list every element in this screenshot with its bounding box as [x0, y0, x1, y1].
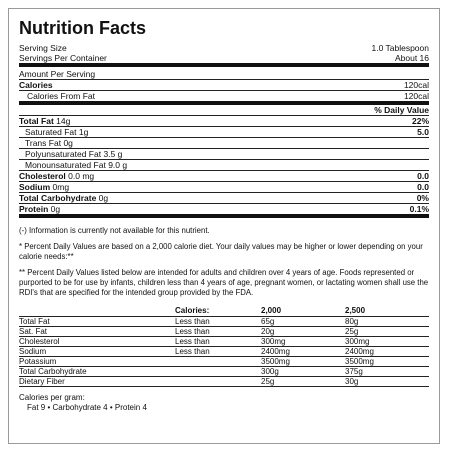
nutrient-daily-value: 0.1% — [409, 204, 429, 214]
footnote-unavailable: (-) Information is currently not available for this nutrient. — [19, 226, 210, 235]
table-cell: 300mg — [261, 337, 345, 347]
table-cell: 25g — [345, 327, 429, 337]
table-cell: Less than — [175, 327, 261, 337]
table-cell: 2400mg — [261, 347, 345, 357]
nutrient-row — [19, 127, 429, 138]
nutrient-amount: 3.5 g — [103, 149, 123, 159]
table-cell: Sat. Fat — [19, 327, 175, 337]
nutrient-name: Total Fat — [19, 116, 54, 126]
nutrient-name: Trans Fat — [25, 138, 62, 148]
table-cell: Potassium — [19, 357, 175, 367]
calories-per-gram-label: Calories per gram: — [19, 393, 85, 402]
nutrient-label — [19, 171, 94, 181]
nutrient-name: Sodium — [19, 182, 51, 192]
nutrient-daily-value: 0.0 — [417, 171, 429, 181]
daily-value-header-row — [19, 105, 429, 116]
calories-from-fat-label: Calories From Fat — [27, 91, 96, 101]
amount-per-serving-label: Amount Per Serving — [19, 69, 96, 79]
table-cell — [175, 377, 261, 387]
table-cell: Less than — [175, 317, 261, 327]
nutrient-daily-value: 0% — [416, 193, 429, 203]
table-header-cell — [19, 304, 175, 317]
table-cell: Total Fat — [19, 317, 175, 327]
nutrient-daily-value: 0.0 — [417, 182, 429, 192]
nutrient-name: Total Carbohydrate — [19, 193, 97, 203]
nutrient-amount: 0g — [98, 193, 109, 203]
nutrient-label — [19, 193, 108, 203]
nutrient-label — [19, 160, 127, 170]
footnote-daily-values: * Percent Daily Values are based on a 2,000 calorie diet. Your daily values may be higher or lower depending on your calorie needs:** — [19, 242, 423, 261]
table-cell: 300g — [261, 367, 345, 377]
table-cell: 2400mg — [345, 347, 429, 357]
nutrient-row — [19, 160, 429, 171]
table-row — [19, 337, 429, 347]
nutrient-row — [19, 171, 429, 182]
table-row — [19, 327, 429, 337]
table-row — [19, 377, 429, 387]
table-cell: 300mg — [345, 337, 429, 347]
table-cell: 80g — [345, 317, 429, 327]
nutrient-label — [19, 127, 88, 137]
nutrient-name: Cholesterol — [19, 171, 66, 181]
nutrient-daily-value: 5.0 — [417, 127, 429, 137]
table-cell — [175, 367, 261, 377]
table-row — [19, 357, 429, 367]
calories-from-fat-value: 120cal — [403, 91, 429, 101]
nutrient-name: Protein — [19, 204, 49, 214]
nutrient-label — [19, 116, 70, 126]
nutrient-name: Polyunsaturated Fat — [25, 149, 102, 159]
calories-label: Calories — [19, 80, 53, 90]
servings-per-container-label: Servings Per Container — [19, 53, 107, 63]
table-header-row — [19, 304, 429, 317]
amount-per-serving-row — [19, 69, 429, 80]
table-header-cell: Calories: — [175, 304, 261, 317]
table-cell: 375g — [345, 367, 429, 377]
nutrient-amount: 0mg — [52, 182, 70, 192]
table-cell: Cholesterol — [19, 337, 175, 347]
nutrient-amount: 0g — [63, 138, 73, 148]
nutrient-daily-value: 22% — [411, 116, 429, 126]
table-cell: Dietary Fiber — [19, 377, 175, 387]
nutrient-row — [19, 204, 429, 218]
nutrient-label — [19, 149, 122, 159]
nutrient-amount: 0g — [50, 204, 61, 214]
servings-per-container-value: About 16 — [394, 53, 429, 63]
nutrient-amount: 14g — [56, 116, 71, 126]
nutrient-label — [19, 204, 60, 214]
servings-per-container-row — [19, 53, 429, 67]
table-cell: 3500mg — [261, 357, 345, 367]
table-header-cell: 2,000 — [261, 304, 345, 317]
serving-size-label: Serving Size — [19, 43, 67, 53]
nutrient-amount: 9.0 g — [108, 160, 128, 170]
nutrition-facts-panel — [8, 8, 440, 444]
table-cell: 25g — [261, 377, 345, 387]
nutrients-list — [19, 116, 429, 218]
nutrient-amount: 1g — [78, 127, 89, 137]
table-row — [19, 347, 429, 357]
calories-per-gram-values: Fat 9 • Carbohydrate 4 • Protein 4 — [27, 403, 147, 412]
table-cell: 30g — [345, 377, 429, 387]
nutrient-label — [19, 182, 69, 192]
calories-value: 120cal — [403, 80, 429, 90]
table-cell — [175, 357, 261, 367]
table-cell: 20g — [261, 327, 345, 337]
table-cell: Less than — [175, 337, 261, 347]
footnotes — [19, 226, 429, 298]
table-row — [19, 367, 429, 377]
calories-from-fat-row — [19, 91, 429, 105]
nutrient-row — [19, 193, 429, 204]
serving-size-value: 1.0 Tablespoon — [371, 43, 429, 53]
table-cell: 65g — [261, 317, 345, 327]
nutrient-amount: 0.0 mg — [68, 171, 95, 181]
table-cell: 3500mg — [345, 357, 429, 367]
calories-per-gram — [19, 393, 429, 413]
nutrient-row — [19, 182, 429, 193]
daily-value-header: % Daily Value — [374, 105, 429, 115]
nutrient-name: Monounsaturated Fat — [25, 160, 106, 170]
footnote-adults: ** Percent Daily Values listed below are intended for adults and children over 4 years of age. Foods represented or purported to be for use by infants, children less than 4 years of age, pregnant women, or lactating women shall use the RDI's that are specified for the intended group provided by the FDA. — [19, 268, 429, 297]
nutrient-row — [19, 149, 429, 160]
calories-row — [19, 80, 429, 91]
table-cell: Less than — [175, 347, 261, 357]
page-title: Nutrition Facts — [19, 18, 147, 38]
serving-size-row — [19, 43, 429, 53]
daily-values-table — [19, 304, 429, 387]
nutrient-name: Saturated Fat — [25, 127, 77, 137]
table-cell: Sodium — [19, 347, 175, 357]
nutrient-label — [19, 138, 73, 148]
table-row — [19, 317, 429, 327]
table-header-cell: 2,500 — [345, 304, 429, 317]
table-cell: Total Carbohydrate — [19, 367, 175, 377]
nutrient-row — [19, 138, 429, 149]
nutrient-row — [19, 116, 429, 127]
